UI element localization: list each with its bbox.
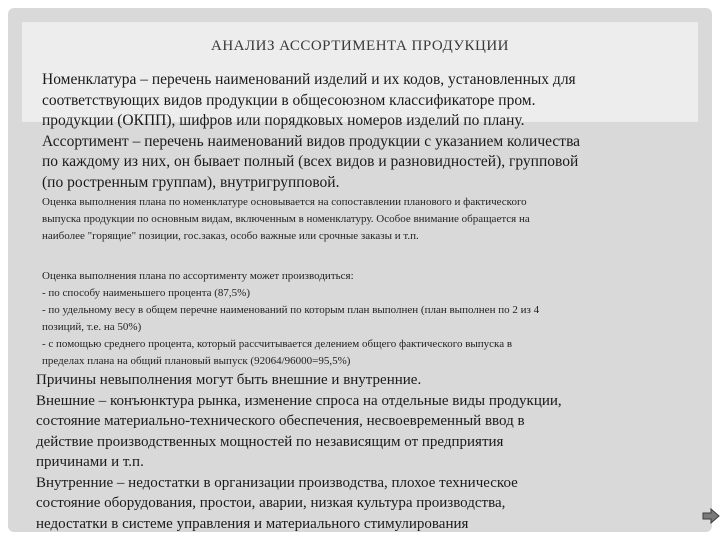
reasons-line: действие производственных мощностей по независящим от предприятия — [36, 433, 504, 450]
reasons-line: состояние оборудования, простои, аварии, низкая культура производства, — [36, 495, 506, 511]
assortment-line: - с помощью среднего процента, который рассчитывается делением общего фактического выпуска в — [42, 338, 513, 350]
nomenclature-line: выпуска продукции по основным видам, включенным в номенклатуру. Особое внимание обращается на — [42, 213, 530, 225]
main-line: по каждому из них, он бывает полный (всех видов и разновидностей), групповой — [42, 153, 579, 170]
assortment-line: позиций, т.е. на 50%) — [42, 321, 142, 333]
nomenclature-paragraph — [42, 194, 692, 245]
assortment-line: - по удельному весу в общем перечне наименований по которым план выполнен (план выполнен по 2 из 4 — [42, 304, 540, 316]
reasons-line: состояние материально-технического обеспечения, несвоевременный ввод в — [36, 413, 525, 429]
main-line: соответствующих видов продукции в общесоюзном классификаторе пром. — [42, 91, 536, 109]
reasons-line: недостатки в системе управления и материального стимулирования — [36, 515, 469, 532]
main-line: Ассортимент – перечень наименований видов продукции с указанием количества — [42, 132, 581, 150]
reasons-paragraph — [36, 370, 686, 534]
main-line: продукции (ОКПП), шифров или порядковых номеров изделий по плану. — [42, 112, 525, 129]
assortment-line: - по способу наименьшего процента (87,5%) — [42, 287, 251, 299]
next-arrow-icon[interactable] — [702, 508, 720, 524]
slide-title: АНАЛИЗ АССОРТИМЕНТА ПРОДУКЦИИ — [210, 38, 510, 54]
nomenclature-line: Оценка выполнения плана по номенклатуре основывается на сопоставлении планового и фактического — [42, 196, 527, 208]
nomenclature-line: наиболее "горящие" позиции, гос.заказ, особо важные или срочные заказы и т.п. — [42, 230, 419, 242]
main-paragraph — [42, 70, 682, 193]
reasons-line: Внешние – конъюнктура рынка, изменение спроса на отдельные виды продукции, — [36, 392, 562, 409]
main-line: (по ростренным группам), внутригрупповой. — [42, 173, 340, 191]
assortment-line: пределах плана на общий плановый выпуск (92064/96000=95,5%) — [42, 355, 351, 367]
reasons-line: Внутренние – недостатки в организации производства, плохое техническое — [36, 474, 518, 491]
reasons-line: причинами и т.п. — [36, 454, 144, 470]
reasons-line: Причины невыполнения могут быть внешние и внутренние. — [36, 372, 422, 388]
assortment-paragraph — [42, 268, 692, 370]
main-line: Номенклатура – перечень наименований изделий и их кодов, установленных для — [42, 71, 576, 88]
assortment-line: Оценка выполнения плана по ассортименту может производиться: — [42, 270, 354, 282]
